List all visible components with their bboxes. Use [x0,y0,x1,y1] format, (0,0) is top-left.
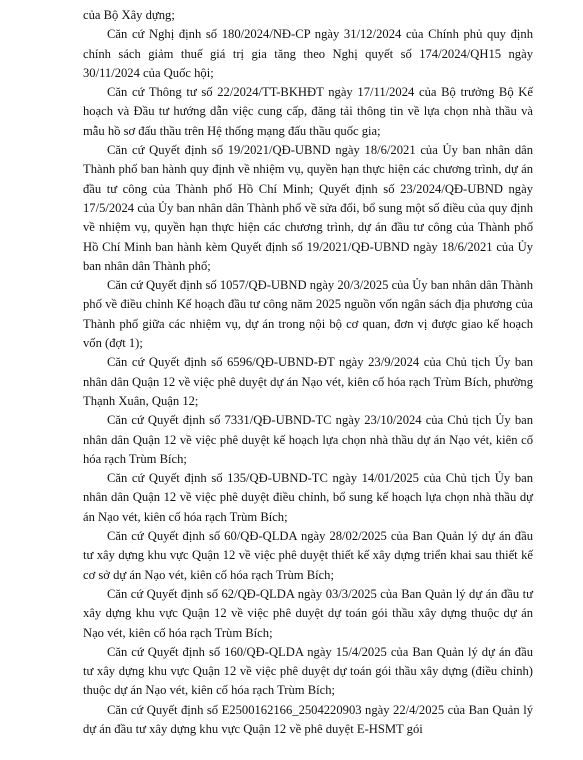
paragraph-quyet-dinh-e-hsmt: Căn cứ Quyết định số E2500162166_2504220903 ngày 22/4/2025 của Ban Quản lý dự án đầu tư xây dựng khu vực Quận 12 về phê duyệt E-HSMT gói [83,702,533,736]
paragraph-quyet-dinh-19: Căn cứ Quyết định số 19/2021/QĐ-UBND ngày 18/6/2021 của Ủy ban nhân dân Thành phố ban hành quy định về nhiệm vụ, quyền hạn thực hiện các chương trình, dự án đầu tư công của Thành phố Hồ Chí Minh; Quyết định số 23/2024/QĐ-UBND ngày 17/5/2024 của Ủy ban nhân dân Thành phố về sửa đổi, bổ sung một số điều của quy định về nhiệm vụ, quyền hạn thực hiện các chương trình, dự án đầu tư công của Thành phố Hồ Chí Minh ban hành kèm Quyết định số 19/2021/QĐ-UBND ngày 18/6/2021 của Ủy ban nhân dân Thành phố; [83,143,533,273]
paragraph-nghi-dinh-180: Căn cứ Nghị định số 180/2024/NĐ-CP ngày 31/12/2024 của Chính phủ quy định chính sách giảm thuế giá trị gia tăng theo Nghị quyết số 174/2024/QH15 ngày 30/11/2024 của Quốc hội; [83,27,533,80]
paragraph-quyet-dinh-7331: Căn cứ Quyết định số 7331/QĐ-UBND-TC ngày 23/10/2024 của Chủ tịch Ủy ban nhân dân Quận 12 về việc phê duyệt kế hoạch lựa chọn nhà thầu dự án Nạo vét, kiên cố hóa rạch Trùm Bích; [83,413,533,466]
paragraph-quyet-dinh-6596: Căn cứ Quyết định số 6596/QĐ-UBND-ĐT ngày 23/9/2024 của Chủ tịch Ủy ban nhân dân Quận 12 về việc phê duyệt dự án Nạo vét, kiên cố hóa rạch Trùm Bích, phường Thạnh Xuân, Quận 12; [83,355,533,408]
paragraph-continuation: của Bộ Xây dựng; [83,8,175,22]
paragraph-quyet-dinh-1057: Căn cứ Quyết định số 1057/QĐ-UBND ngày 20/3/2025 của Ủy ban nhân dân Thành phố về điều chỉnh Kế hoạch đầu tư công năm 2025 nguồn vốn ngân sách địa phương của Thành phố giữa các nhiệm vụ, dự án trong nội bộ cơ quan, đơn vị được giao kế hoạch vốn (đợt 1); [83,278,533,351]
paragraph-quyet-dinh-160: Căn cứ Quyết định số 160/QĐ-QLDA ngày 15/4/2025 của Ban Quản lý dự án đầu tư xây dựng khu vực Quận 12 về việc phê duyệt dự toán gói thầu xây dựng (điều chỉnh) thuộc dự án Nạo vét, kiên cố hóa rạch Trùm Bích; [83,644,533,698]
paragraph-thong-tu-22: Căn cứ Thông tư số 22/2024/TT-BKHĐT ngày 17/11/2024 của Bộ trưởng Bộ Kế hoạch và Đầu tư hướng dẫn việc cung cấp, đăng tải thông tin về lựa chọn nhà thầu và mẫu hồ sơ đấu thầu trên Hệ thống mạng đấu thầu quốc gia; [83,85,533,138]
paragraph-quyet-dinh-60: Căn cứ Quyết định số 60/QĐ-QLDA ngày 28/02/2025 của Ban Quản lý dự án đầu tư xây dựng khu vực Quận 12 về việc phê duyệt thiết kế xây dựng triển khai sau thiết kế cơ sở dự án Nạo vét, kiên cố hóa rạch Trùm Bích; [83,529,533,582]
paragraph-quyet-dinh-135: Căn cứ Quyết định số 135/QĐ-UBND-TC ngày 14/01/2025 của Chủ tịch Ủy ban nhân dân Quận 12 về việc phê duyệt điều chỉnh, bổ sung kế hoạch lựa chọn nhà thầu dự án Nạo vét, kiên cố hóa rạch Trùm Bích; [83,471,533,524]
paragraph-quyet-dinh-62: Căn cứ Quyết định số 62/QĐ-QLDA ngày 03/3/2025 của Ban Quản lý dự án đầu tư xây dựng khu vực Quận 12 về việc phê duyệt dự toán gói thầu xây dựng thuộc dự án Nạo vét, kiên cố hóa rạch Trùm Bích; [83,586,533,640]
